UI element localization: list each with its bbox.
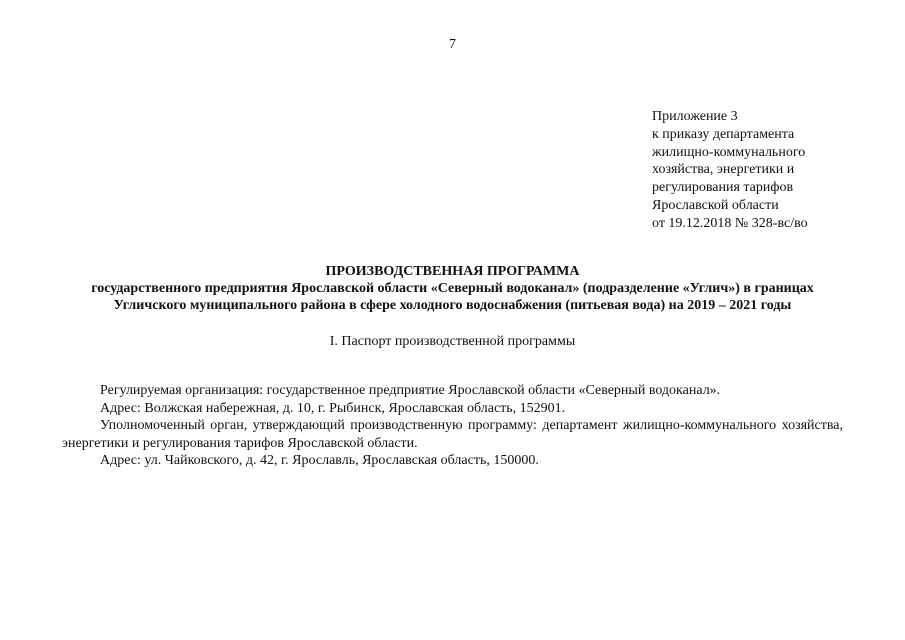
appendix-line: к приказу департамента — [652, 126, 795, 142]
appendix-block — [652, 108, 892, 233]
section-heading: I. Паспорт производственной программы — [329, 334, 576, 349]
regulated-organization: Регулируемая организация: государственное предприятие Ярославской области «Северный водоканал». — [100, 383, 721, 398]
authorized-body: Уполномоченный орган, утверждающий производственную программу: департамент жилищно-коммунального хозяйства, энергетики и регулирования тарифов Ярославской области. — [62, 418, 843, 451]
title-line: Угличского муниципального района в сфере холодного водоснабжения (питьевая вода) на 2019 – 2021 годы — [113, 298, 792, 313]
passport-body — [62, 382, 843, 470]
title-heading: ПРОИЗВОДСТВЕННАЯ ПРОГРАММА — [325, 264, 580, 279]
appendix-line: жилищно-коммунального — [652, 144, 806, 160]
title-line: государственного предприятия Ярославской области «Северный водоканал» (подразделение «Углич») в границах — [91, 281, 814, 296]
appendix-line: регулирования тарифов — [652, 180, 794, 196]
appendix-line: Ярославской области — [652, 197, 779, 213]
page-number: 7 — [449, 37, 456, 52]
appendix-line: от 19.12.2018 № 328-вс/во — [652, 215, 808, 231]
appendix-line: хозяйства, энергетики и — [652, 162, 795, 178]
document-title — [40, 263, 865, 314]
authorized-body-address: Адрес: ул. Чайковского, д. 42, г. Ярославль, Ярославская область, 150000. — [100, 453, 539, 468]
regulated-organization-address: Адрес: Волжская набережная, д. 10, г. Рыбинск, Ярославская область, 152901. — [100, 400, 566, 416]
appendix-line: Приложение 3 — [652, 109, 738, 124]
